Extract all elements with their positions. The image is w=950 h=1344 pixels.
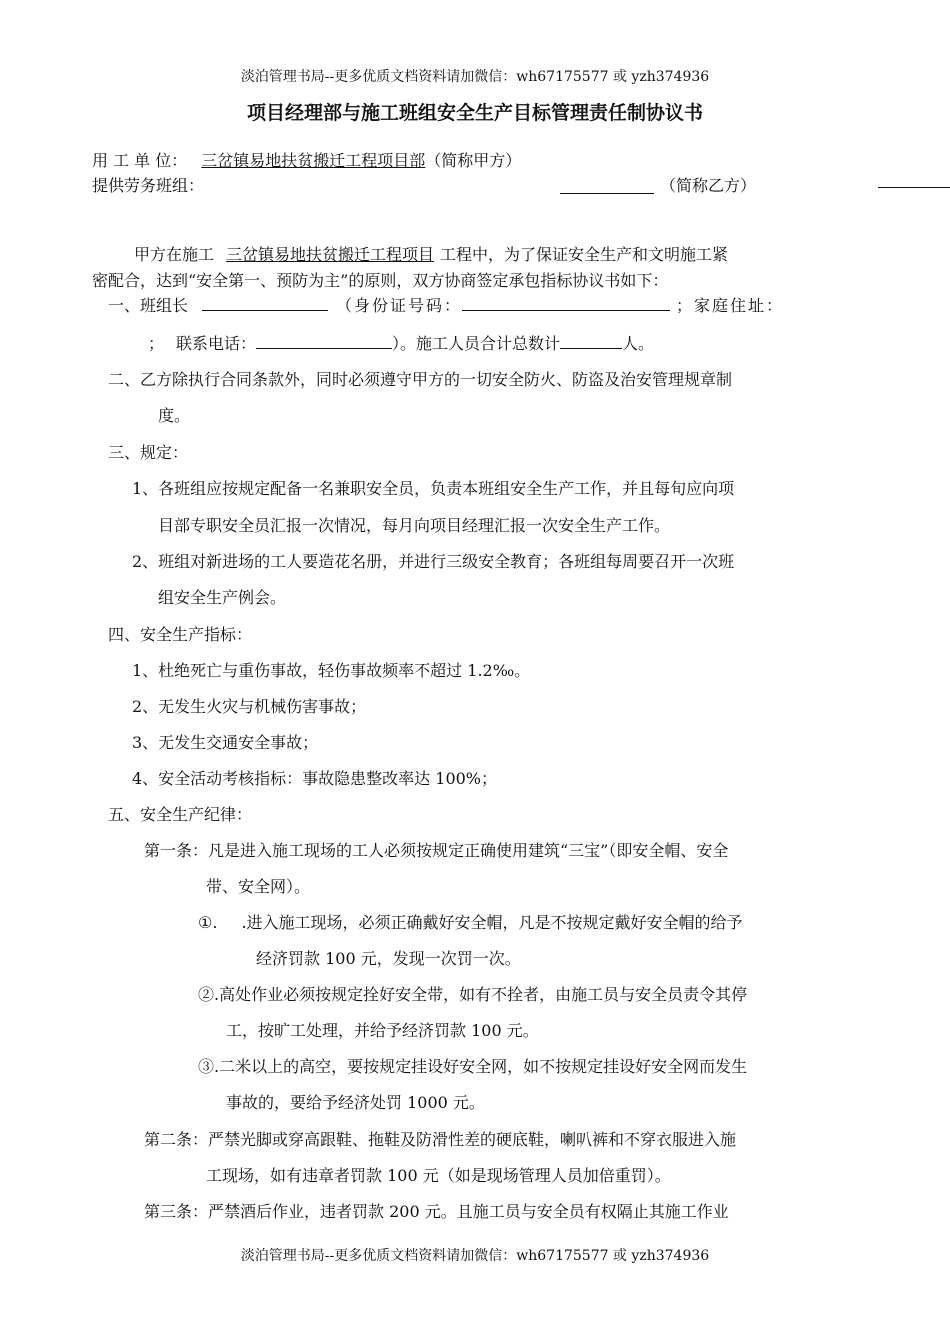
article1-line1: 第一条：凡是进入施工现场的工人必须按规定正确使用建筑“三宝”（即安全帽、安全 bbox=[144, 841, 729, 860]
project-name: 三岔镇易地扶贫搬迁工程项目 bbox=[226, 245, 435, 264]
labor-team-short: （简称乙方） bbox=[660, 176, 757, 195]
clause1-line2: 经济罚款 100 元，发现一次罚一次。 bbox=[256, 949, 521, 968]
phone-label: 联系电话： bbox=[176, 334, 257, 353]
clause2-line2: 工，按旷工处理，并给予经济罚款 100 元。 bbox=[226, 1021, 539, 1040]
section4-item: 3、无发生交通安全事故； bbox=[132, 733, 319, 752]
employer-short: （简称甲方） bbox=[425, 151, 522, 170]
section4-item: 4、安全活动考核指标：事故隐患整改率达 100%； bbox=[132, 769, 498, 788]
section5-heading: 五、安全生产纪律： bbox=[108, 805, 253, 824]
section1-line-2 bbox=[148, 331, 654, 354]
article2-line1: 第二条：严禁光脚或穿高跟鞋、拖鞋及防滑性差的硬底鞋，喇叭裤和不穿衣服进入施 bbox=[144, 1130, 737, 1149]
employer-line bbox=[92, 148, 521, 171]
intro-prefix: 甲方在施工 bbox=[134, 245, 215, 264]
margin-blank bbox=[878, 187, 950, 188]
headcount-suffix: 人。 bbox=[622, 334, 655, 353]
section4-heading: 四、安全生产指标： bbox=[108, 625, 253, 644]
team-leader-blank bbox=[202, 296, 328, 311]
id-number-blank bbox=[462, 296, 670, 311]
section3-item2-line2: 组安全生产例会。 bbox=[158, 588, 287, 607]
labor-team-label: 提供劳务班组： bbox=[92, 176, 205, 195]
clause2-line1: ②.高处作业必须按规定拴好安全带，如有不拴者，由施工员与安全员责令其停 bbox=[198, 985, 748, 1004]
id-number-label: （身份证号码： bbox=[336, 296, 463, 315]
page-header: 淡泊管理书局--更多优质文档资料请加微信：wh67175577 或 yzh374936 bbox=[240, 69, 710, 85]
section3-item1-line1: 1、各班组应按规定配备一名兼职安全员，负责本班组安全生产工作，并且每旬应向项 bbox=[132, 479, 735, 498]
section1-line-1 bbox=[108, 293, 784, 316]
page-footer: 淡泊管理书局--更多优质文档资料请加微信：wh67175577 或 yzh374936 bbox=[240, 1248, 710, 1264]
semicolon: ； bbox=[148, 334, 165, 353]
section2-line-1: 二、乙方除执行合同条款外，同时必须遵守甲方的一切安全防火、防盗及治安管理规章制 bbox=[108, 370, 733, 389]
employer-label: 用 工 单 位： bbox=[92, 151, 188, 170]
section3-item1-line2: 目部专职安全员汇报一次情况，每月向项目经理汇报一次安全生产工作。 bbox=[158, 516, 671, 535]
team-leader-label: 一、班组长 bbox=[108, 296, 189, 315]
phone-blank bbox=[256, 334, 392, 349]
section2-line-2: 度。 bbox=[158, 406, 191, 425]
article3-line1: 第三条：严禁酒后作业，违者罚款 200 元。且施工员与安全员有权隔止其施工作业 bbox=[144, 1202, 729, 1221]
section3-item2-line1: 2、班组对新进场的工人要造花名册，并进行三级安全教育；各班组每周要召开一次班 bbox=[132, 552, 735, 571]
employer-name: 三岔镇易地扶贫搬迁工程项目部 bbox=[201, 151, 426, 170]
section4-item: 2、无发生火灾与机械伤害事故； bbox=[132, 697, 367, 716]
clause3-line2: 事故的，要给予经济处罚 1000 元。 bbox=[226, 1093, 485, 1112]
clause1-number: ①. bbox=[198, 913, 218, 932]
clause1-text: .进入施工现场，必须正确戴好安全帽，凡是不按规定戴好安全帽的给予 bbox=[241, 913, 743, 932]
headcount-label: ）。施工人员合计总数计 bbox=[392, 334, 561, 353]
section3-heading: 三、规定： bbox=[108, 443, 189, 462]
labor-team-blank bbox=[560, 193, 654, 194]
headcount-blank bbox=[560, 334, 622, 349]
intro-suffix: 工程中，为了保证安全生产和文明施工紧 bbox=[440, 245, 729, 264]
clause3-line1: ③.二米以上的高空，要按规定挂设好安全网，如不按规定挂设好安全网而发生 bbox=[198, 1057, 748, 1076]
document-title: 项目经理部与施工班组安全生产目标管理责任制协议书 bbox=[246, 102, 703, 124]
article1-line2: 带、安全网）。 bbox=[206, 877, 311, 896]
article2-line2: 工现场，如有违章者罚款 100 元（如是现场管理人员加倍重罚）。 bbox=[206, 1166, 671, 1185]
intro-line-1 bbox=[134, 242, 728, 265]
clause1-line1 bbox=[198, 910, 743, 933]
intro-line-2: 密配合，达到“安全第一、预防为主”的原则，双方协商签定承包指标协议书如下： bbox=[92, 271, 669, 290]
section4-item: 1、杜绝死亡与重伤事故，轻伤事故频率不超过 1.2‰。 bbox=[132, 661, 531, 680]
address-label: ；家庭住址： bbox=[676, 296, 785, 315]
